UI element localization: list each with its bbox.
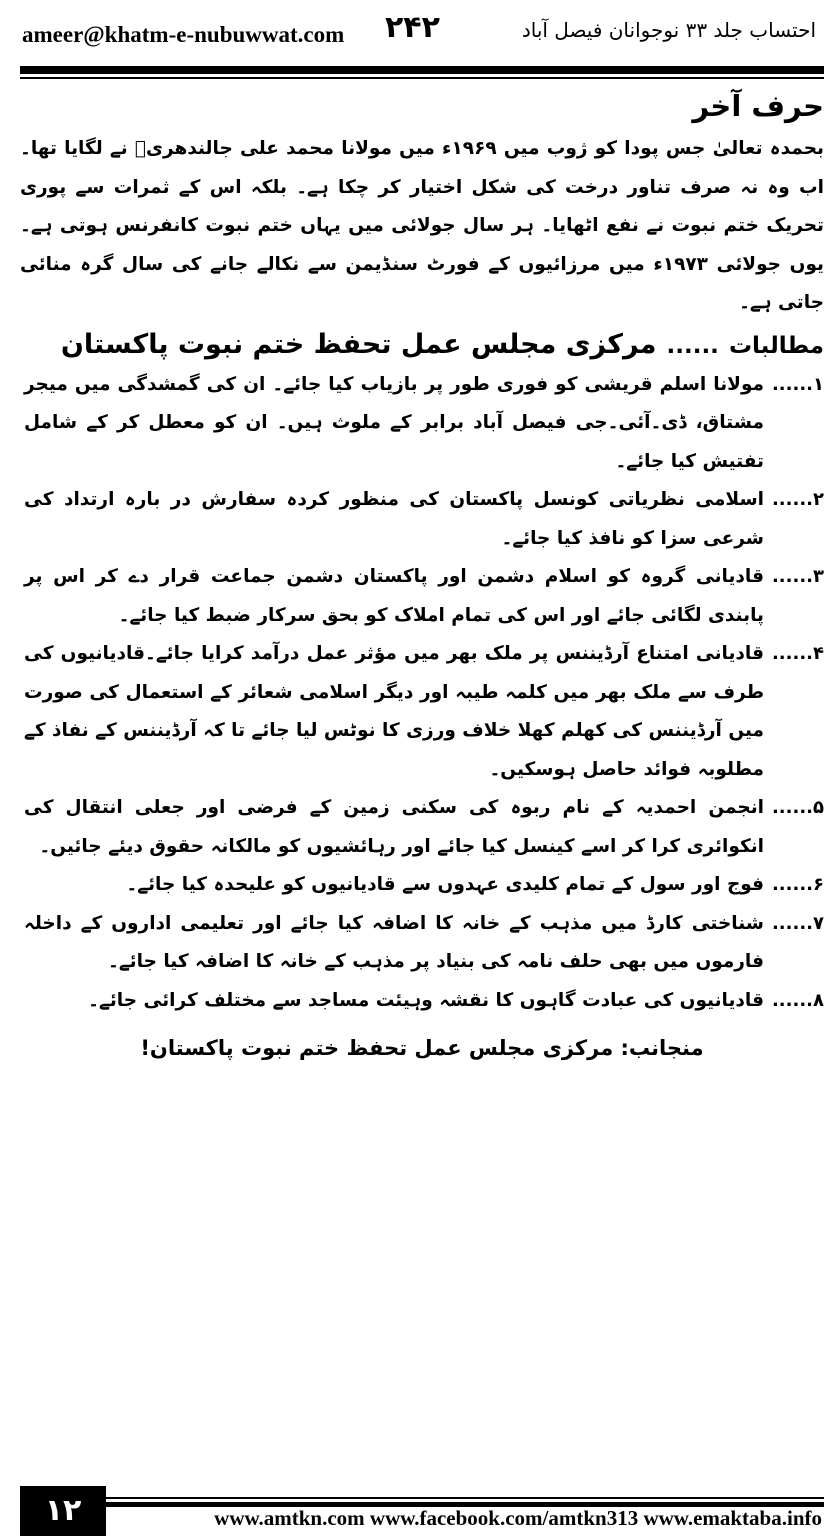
footer-rule-thin [20,1497,824,1499]
demands-label: مطالبات [728,332,824,359]
footer-links: www.amtkn.com www.facebook.com/amtkn313 www.emaktaba.info [214,1506,822,1530]
demand-text: قادیانی گروہ کو اسلام دشمن اور پاکستان دشمن جماعت قرار دے کر اس پر پابندی لگائی جائے اور اس کی تمام املاک کو بحق سرکار ضبط کیا جائے۔ [24,566,764,626]
header-page-number: ۲۴۲ [385,10,440,45]
demand-text: فوج اور سول کے تمام کلیدی عہدوں سے قادیانیوں کو علیحدہ کیا جائے۔ [126,874,764,895]
article-heading: حرف آخر [692,89,824,123]
demand-number: ۵...... [771,797,824,818]
demand-number: ۸...... [771,989,824,1011]
article [20,82,824,1072]
footer-page-number: ۱۲ [20,1486,106,1536]
demand-item [20,366,824,482]
demand-text: شناختی کارڈ میں مذہب کے خانہ کا اضافہ کیا جائے اور تعلیمی اداروں کے داخلہ فارموں میں بھی حلف نامہ کی بنیاد پر مذہب کے خانہ کا اضافہ کیا جائے۔ [24,912,764,972]
demand-item [20,481,824,558]
demand-text: قادیانی امتناع آرڈیننس پر ملک بھر میں مؤثر عمل درآمد کرایا جائے۔قادیانیوں کی طرف سے ملک بھر میں کلمہ طیبہ اور دیگر اسلامی شعائر کے استعمال کی صورت میں آرڈیننس کی کھلم کھلا خلاف ورزی کا نوٹس لیا جائے تا کہ آرڈیننس کے نفاذ کے مطلوبہ فوائد حاصل ہوسکیں۔ [24,643,764,780]
demand-number: ۱...... [771,373,824,395]
intro-text: بحمدہ تعالیٰ جس پودا کو ژوب میں ۱۹۶۹ء میں مولانا محمد علی جالندھریؒ نے لگایا تھا۔اب وہ نہ صرف تناور درخت کی شکل اختیار کر چکا ہے۔ بلکہ اس کے ثمرات سے پوری تحریک ختم نبوت نے نفع اٹھایا۔ ہر سال جولائی میں یہاں ختم نبوت کانفرنس ہوتی ہے۔ یوں جولائی ۱۹۷۳ء میں مرزائیوں کے فورٹ سنڈیمن سے نکالے جانے کی سال گرہ منائی جاتی ہے۔ [20,138,824,313]
demand-item [20,982,824,1021]
header-running-title: احتساب جلد ۳۳ نوجوانان فیصل آباد [521,18,816,42]
demand-item [20,905,824,982]
demand-number: ۶...... [771,874,824,895]
demand-text: مولانا اسلم قریشی کو فوری طور پر بازیاب کیا جائے۔ ان کی گمشدگی میں میجر مشتاق، ڈی۔آئی۔جی فیصل آباد برابر کے ملوث ہیں۔ ان کو معطل کر کے شامل تفتیش کیا جائے۔ [24,373,764,472]
demands-org: مرکزی مجلس عمل تحفظ ختم نبوت پاکستان [60,328,657,360]
demand-item [20,635,824,789]
demand-item [20,789,824,866]
page-header [0,0,840,70]
demand-number: ۲...... [771,489,824,510]
demand-number: ۳...... [771,566,824,587]
demands-separator: ...... [666,332,719,359]
demand-text: انجمن احمدیہ کے نام ربوہ کی سکنی زمین کے فرضی اور جعلی انتقال کی انکوائری کرا کر اسے کینسل کیا جائے اور رہائشیوں کو مالکانہ حقوق دیئے جائیں۔ [24,797,764,857]
header-email: ameer@khatm-e-nubuwwat.com [22,22,345,47]
demand-number: ۷...... [771,912,824,934]
demand-item [20,866,824,905]
demands-heading [20,325,824,366]
demand-number: ۴...... [771,643,824,664]
demand-item [20,558,824,635]
header-rule-thin [20,77,824,79]
signature: منجانب: مرکزی مجلس عمل تحفظ ختم نبوت پاکستان! [140,1036,704,1060]
demand-text: اسلامی نظریاتی کونسل پاکستان کی منظور کردہ سفارش در بارہ ارتداد کی شرعی سزا کو نافذ کیا جائے۔ [24,489,764,549]
intro-paragraph [20,130,824,323]
demand-text: قادیانیوں کی عبادت گاہوں کا نقشہ وہیئت مساجد سے مختلف کرائی جائے۔ [88,989,764,1011]
header-rule-thick [20,66,824,74]
